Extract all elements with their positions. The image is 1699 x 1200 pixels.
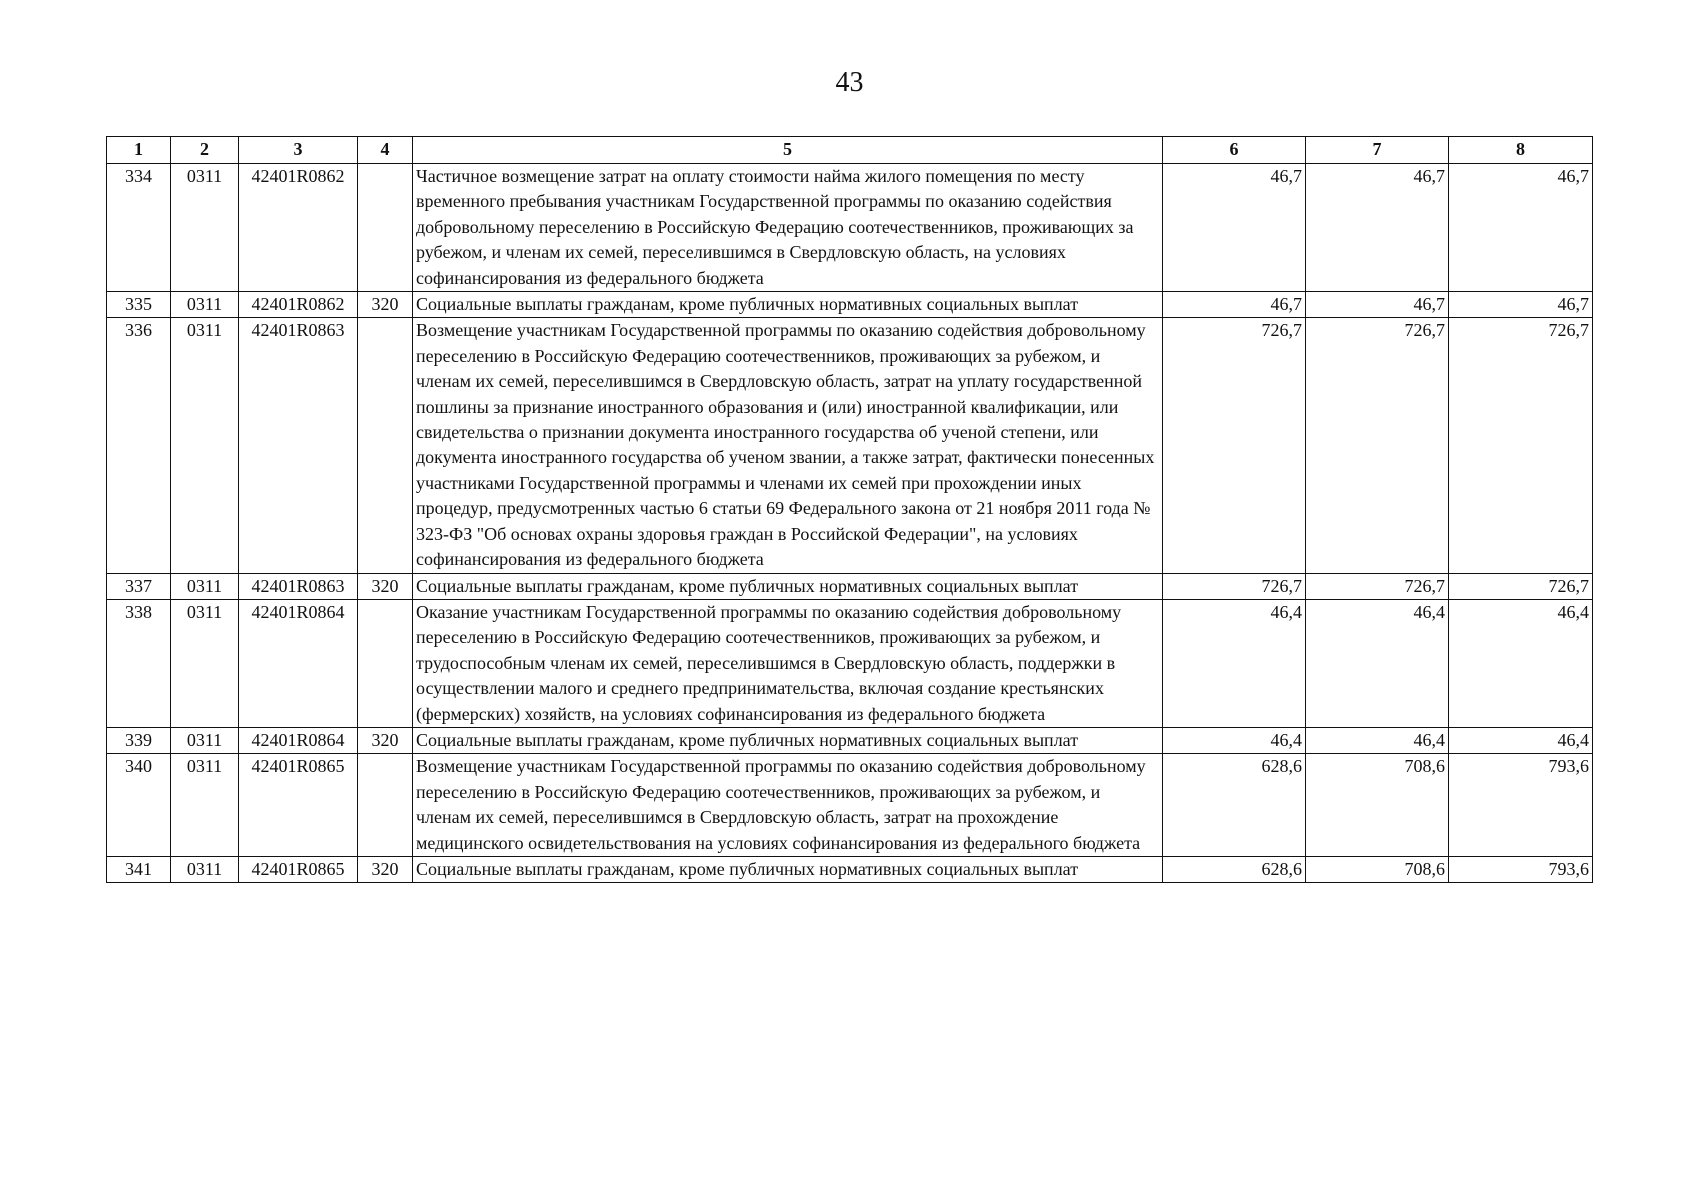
budget-table: [106, 136, 1593, 883]
target-code: 42401R0863: [239, 318, 358, 573]
column-header: 3: [239, 137, 358, 164]
row-number: 341: [107, 856, 171, 882]
value-col7: 726,7: [1306, 573, 1449, 599]
value-col6: 46,7: [1163, 292, 1306, 318]
section-code: 0311: [171, 754, 239, 857]
value-col6: 46,4: [1163, 599, 1306, 727]
row-description: Социальные выплаты гражданам, кроме публичных нормативных социальных выплат: [413, 727, 1163, 753]
row-description: Социальные выплаты гражданам, кроме публичных нормативных социальных выплат: [413, 292, 1163, 318]
target-code: 42401R0862: [239, 292, 358, 318]
section-code: 0311: [171, 599, 239, 727]
column-header: 1: [107, 137, 171, 164]
section-code: 0311: [171, 856, 239, 882]
row-description: Частичное возмещение затрат на оплату стоимости найма жилого помещения по месту временного пребывания участникам Государственной программы по оказанию содействия добровольному переселению в Российскую Федерацию соотечественников, проживающих за рубежом, и членам их семей, переселившимся в Свердловскую область, на условиях софинансирования из федерального бюджета: [413, 164, 1163, 292]
row-description: Социальные выплаты гражданам, кроме публичных нормативных социальных выплат: [413, 856, 1163, 882]
value-col8: 793,6: [1449, 754, 1593, 857]
table-row: [107, 856, 1593, 882]
table-row: [107, 318, 1593, 573]
value-col7: 46,7: [1306, 292, 1449, 318]
expense-type: [358, 318, 413, 573]
target-code: 42401R0865: [239, 754, 358, 857]
column-header: 6: [1163, 137, 1306, 164]
value-col6: 46,7: [1163, 164, 1306, 292]
column-header: 5: [413, 137, 1163, 164]
row-description: Оказание участникам Государственной программы по оказанию содействия добровольному переселению в Российскую Федерацию соотечественников, проживающих за рубежом, и трудоспособным членам их семей, переселившимся в Свердловскую область, поддержки в осуществлении малого и среднего предпринимательства, включая создание крестьянских (фермерских) хозяйств, на условиях софинансирования из федерального бюджета: [413, 599, 1163, 727]
value-col7: 46,4: [1306, 599, 1449, 727]
section-code: 0311: [171, 164, 239, 292]
row-number: 340: [107, 754, 171, 857]
value-col7: 46,4: [1306, 727, 1449, 753]
value-col7: 726,7: [1306, 318, 1449, 573]
column-header: 8: [1449, 137, 1593, 164]
header-row: [107, 137, 1593, 164]
row-number: 336: [107, 318, 171, 573]
column-header: 7: [1306, 137, 1449, 164]
expense-type: 320: [358, 292, 413, 318]
value-col7: 708,6: [1306, 856, 1449, 882]
value-col8: 46,4: [1449, 727, 1593, 753]
value-col8: 46,7: [1449, 292, 1593, 318]
table-row: [107, 292, 1593, 318]
target-code: 42401R0865: [239, 856, 358, 882]
table-row: [107, 754, 1593, 857]
target-code: 42401R0862: [239, 164, 358, 292]
row-description: Социальные выплаты гражданам, кроме публичных нормативных социальных выплат: [413, 573, 1163, 599]
target-code: 42401R0864: [239, 599, 358, 727]
value-col8: 793,6: [1449, 856, 1593, 882]
table-row: [107, 599, 1593, 727]
value-col7: 46,7: [1306, 164, 1449, 292]
value-col6: 726,7: [1163, 318, 1306, 573]
target-code: 42401R0864: [239, 727, 358, 753]
row-description: Возмещение участникам Государственной программы по оказанию содействия добровольному переселению в Российскую Федерацию соотечественников, проживающих за рубежом, и членам их семей, переселившимся в Свердловскую область, затрат на уплату государственной пошлины за признание иностранного образования и (или) иностранной квалификации, или свидетельства о признании документа иностранного государства об ученой степени, или документа иностранного государства об ученом звании, а также затрат, фактически понесенных участниками Государственной программы и членами их семей при прохождении иных процедур, предусмотренных частью 6 статьи 69 Федерального закона от 21 ноября 2011 года № 323-ФЗ "Об основах охраны здоровья граждан в Российской Федерации", на условиях софинансирования из федерального бюджета: [413, 318, 1163, 573]
value-col7: 708,6: [1306, 754, 1449, 857]
expense-type: [358, 164, 413, 292]
row-number: 338: [107, 599, 171, 727]
target-code: 42401R0863: [239, 573, 358, 599]
section-code: 0311: [171, 573, 239, 599]
row-number: 334: [107, 164, 171, 292]
value-col6: 628,6: [1163, 754, 1306, 857]
row-description: Возмещение участникам Государственной программы по оказанию содействия добровольному переселению в Российскую Федерацию соотечественников, проживающих за рубежом, и членам их семей, переселившимся в Свердловскую область, затрат на прохождение медицинского освидетельствования на условиях софинансирования из федерального бюджета: [413, 754, 1163, 857]
page-number: 43: [835, 67, 864, 98]
expense-type: [358, 754, 413, 857]
value-col8: 726,7: [1449, 573, 1593, 599]
table-row: [107, 573, 1593, 599]
expense-type: 320: [358, 573, 413, 599]
row-number: 335: [107, 292, 171, 318]
expense-type: 320: [358, 727, 413, 753]
value-col6: 46,4: [1163, 727, 1306, 753]
table-row: [107, 164, 1593, 292]
row-number: 339: [107, 727, 171, 753]
expense-type: 320: [358, 856, 413, 882]
column-header: 4: [358, 137, 413, 164]
value-col8: 46,7: [1449, 164, 1593, 292]
value-col6: 628,6: [1163, 856, 1306, 882]
value-col8: 46,4: [1449, 599, 1593, 727]
section-code: 0311: [171, 292, 239, 318]
section-code: 0311: [171, 318, 239, 573]
expense-type: [358, 599, 413, 727]
section-code: 0311: [171, 727, 239, 753]
value-col8: 726,7: [1449, 318, 1593, 573]
value-col6: 726,7: [1163, 573, 1306, 599]
column-header: 2: [171, 137, 239, 164]
table-row: [107, 727, 1593, 753]
row-number: 337: [107, 573, 171, 599]
